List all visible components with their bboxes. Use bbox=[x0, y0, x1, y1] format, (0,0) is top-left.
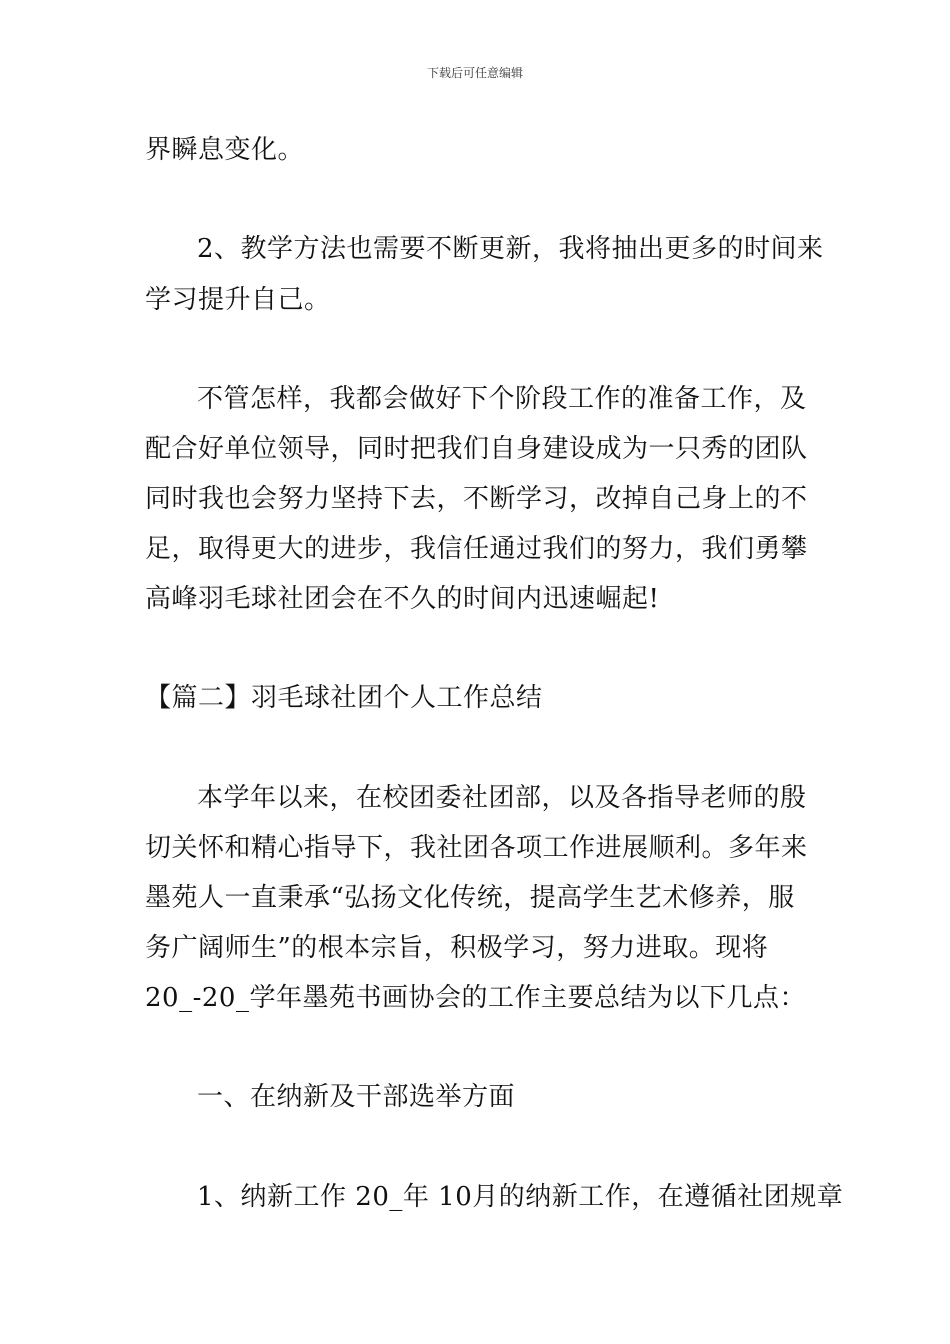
body-line: 同时我也会努力坚持下去，不断学习，改掉自己身上的不 bbox=[145, 484, 808, 514]
body-line: 2、教学方法也需要不断更新，我将抽出更多的时间来 bbox=[197, 234, 824, 264]
body-line: 1、纳新工作 20_年 10月的纳新工作，在遵循社团规章 bbox=[197, 1182, 844, 1212]
body-line: 不管怎样，我都会做好下个阶段工作的准备工作，及 bbox=[197, 384, 807, 414]
body-line: 学习提升自己。 bbox=[145, 285, 331, 315]
body-line: 切关怀和精心指导下，我社团各项工作进展顺利。多年来 bbox=[145, 833, 808, 863]
body-line: 本学年以来，在校团委社团部，以及各指导老师的殷 bbox=[197, 783, 807, 813]
body-line: 足，取得更大的进步，我信任通过我们的努力，我们勇攀 bbox=[145, 534, 808, 564]
body-line: 配合好单位领导，同时把我们自身建设成为一只秀的团队 bbox=[145, 434, 808, 464]
body-line: 20_-20_学年墨苑书画协会的工作主要总结为以下几点： bbox=[145, 983, 806, 1013]
page-header: 下载后可任意编辑 bbox=[426, 66, 523, 80]
body-line: 墨苑人一直秉承“弘扬文化传统，提高学生艺术修养，服 bbox=[145, 883, 795, 913]
body-line: 界瞬息变化。 bbox=[145, 135, 305, 165]
body-line: 务广阔师生”的根本宗旨，积极学习，努力进取。现将 bbox=[145, 933, 769, 963]
subsection-heading: 一、在纳新及干部选举方面 bbox=[197, 1082, 516, 1112]
body-line: 高峰羽毛球社团会在不久的时间内迅速崛起! bbox=[145, 584, 660, 614]
section-heading: 【篇二】羽毛球社团个人工作总结 bbox=[145, 683, 543, 713]
